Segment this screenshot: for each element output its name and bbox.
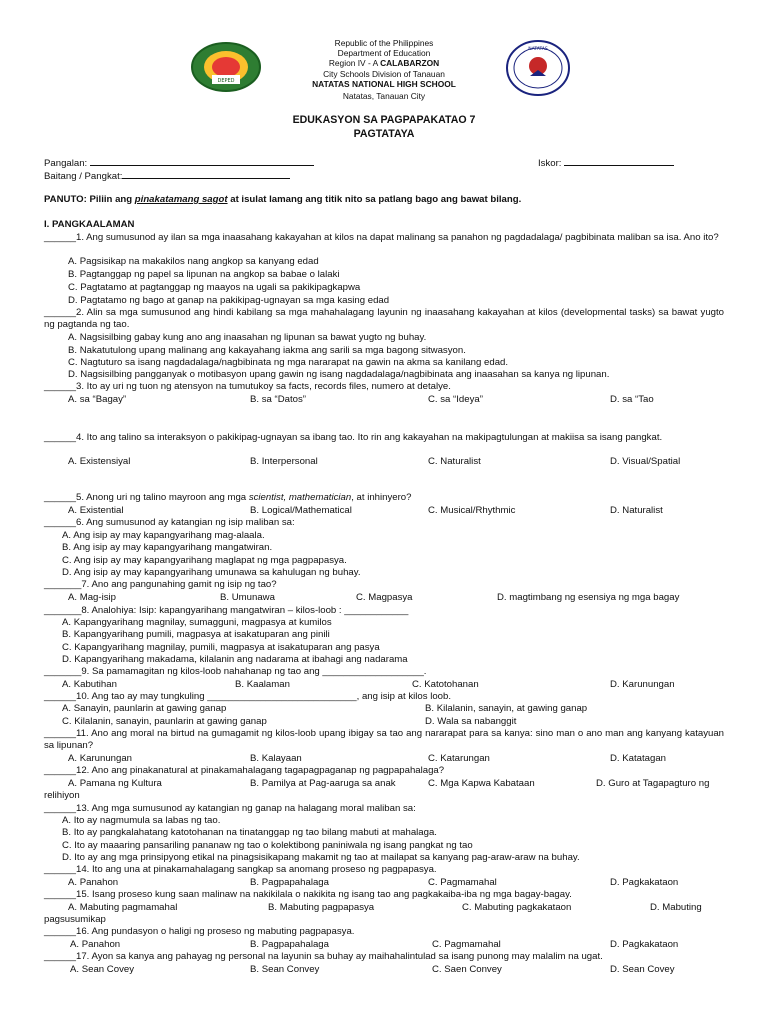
- q14-option-d: D. Pagkakataon: [610, 877, 679, 888]
- q9-option-a: A. Kabutihan: [62, 679, 117, 690]
- q15-option-a: A. Mabuting pagmamahal: [68, 902, 178, 913]
- q10-option-c: C. Kilalanin, sanayin, paunlarin at gawing ganap: [62, 716, 267, 727]
- header-region-prefix: Region IV - A: [328, 58, 381, 68]
- grade-field[interactable]: [44, 169, 290, 183]
- grade-blank[interactable]: [122, 169, 290, 179]
- q8-option-a: A. Kapangyarihang magnilay, sumagguni, magpasya at kumilos: [62, 617, 332, 628]
- q3-option-a: A. sa “Bagay”: [68, 394, 127, 405]
- header-department: Department of Education: [337, 48, 431, 58]
- q2-option-b: B. Nakatutulong upang malinang ang kakayahang iakma ang sarili sa mga bagong sitwasyon.: [68, 345, 466, 356]
- q15-option-d-cont: pagsusumikap: [44, 914, 106, 925]
- question-12: ______12. Ano ang pinakanatural at pinakamahalagang tagapagpaganap ng pagpapahalaga?: [44, 765, 445, 776]
- page-subtitle: PAGTATAYA: [353, 128, 415, 140]
- q13-option-c: C. Ito ay maaaring pansariling pananaw ng tao o kolektibong paniniwala ng isang pangkat ng tao: [62, 840, 473, 851]
- q4-option-a: A. Existensiyal: [68, 456, 131, 467]
- q17-option-c: C. Saen Convey: [432, 964, 502, 975]
- q5-option-b: B. Logical/Mathematical: [250, 505, 352, 516]
- q6-option-d: D. Ang isip ay may kapangyarihang umunawa sa kahulugan ng buhay.: [62, 567, 361, 578]
- score-label: Iskor:: [538, 158, 562, 169]
- question-8: _______8. Analohiya: Isip: kapangyarihang mangatwiran – kilos-loob : ____________: [44, 605, 409, 616]
- question-13: ______13. Ang mga sumusunod ay katangian ng ganap na halagang moral maliban sa:: [44, 803, 416, 814]
- q12-option-d: D. Guro at Tagapagturo ng: [596, 778, 710, 789]
- q10-option-a: A. Sanayin, paunlarin at gawing ganap: [62, 703, 227, 714]
- question-3: ______3. Ito ay uri ng tuon ng atensyon na tumutukoy sa facts, records files, numero at detalye.: [44, 381, 451, 392]
- instructions-emphasis: pinakatamang sagot: [134, 194, 228, 205]
- q13-option-a: A. Ito ay nagmumula sa labas ng tao.: [62, 815, 221, 826]
- header-region: [0, 58, 768, 68]
- instructions-lead: PANUTO: Piliin ang: [44, 194, 135, 205]
- q3-option-b: B. sa “Datos”: [250, 394, 306, 405]
- question-5: [44, 492, 411, 504]
- q8-option-d: D. Kapangyarihang makadama, kilalanin ang nadarama at ibahagi ang nadarama: [62, 654, 408, 665]
- q9-option-b: B. Kaalaman: [235, 679, 290, 690]
- score-field[interactable]: [538, 156, 674, 170]
- q7-option-c: C. Magpasya: [356, 592, 413, 603]
- question-6: ______6. Ang sumusunod ay katangian ng isip maliban sa:: [44, 517, 295, 528]
- q12-option-d-cont: relihiyon: [44, 790, 80, 801]
- q12-option-c: C. Mga Kapwa Kabataan: [428, 778, 535, 789]
- q13-option-d: D. Ito ay ang mga prinsipyong etikal na pinagsisikapang makamit ng tao at mailapat sa kanyang pag-araw-araw na buhay.: [62, 852, 580, 863]
- q5-emphasis: scientist, mathematician: [248, 492, 352, 503]
- q2-option-d: D. Nagsisilbing pangganyak o motibasyon upang gawin ng isang nagdadalaga/nagbibinata ang inaasahan sa kanya ng lipunan.: [68, 369, 610, 380]
- name-label: Pangalan:: [44, 158, 88, 169]
- q1-option-c: C. Pagtatamo at pagtanggap ng maayos na ugali sa pakikipagkapwa: [68, 282, 361, 293]
- q3-option-d: D. sa “Tao: [610, 394, 654, 405]
- page-title: EDUKASYON SA PAGPAPAKATAO 7: [292, 114, 476, 126]
- q10-option-d: D. Wala sa nabanggit: [425, 716, 517, 727]
- q2-option-a: A. Nagsisilbing gabay kung ano ang inaasahan ng lipunan sa bawat yugto ng buhay.: [68, 332, 427, 343]
- grade-label: Baitang / Pangkat:: [44, 171, 123, 182]
- question-17: ______17. Ayon sa kanya ang pahayag ng personal na layunin sa buhay ay maihahalintulad sa isang punong may malalim na ugat.: [44, 951, 603, 962]
- q5-option-c: C. Musical/Rhythmic: [428, 505, 516, 516]
- q15-option-b: B. Mabuting pagpapasya: [268, 902, 375, 913]
- question-2: ______2. Alin sa mga sumusunod ang hindi kabilang sa mga mahahalagang layunin ng inaasahang kakayahan at kilos (developmental tasks) sa bawat yugto ng pagtanda ng tao.: [44, 307, 724, 330]
- q13-option-b: B. Ito ay pangkalahatang katotohanan na tinatanggap ng tao bilang mabuti at mahalaga.: [62, 827, 437, 838]
- section-heading: I. PANGKAALAMAN: [44, 219, 135, 230]
- name-field[interactable]: [44, 156, 314, 170]
- q16-option-b: B. Pagpapahalaga: [250, 939, 329, 950]
- question-10: ______10. Ang tao ay may tungkuling ____________________________, ang isip at kilos loob.: [44, 691, 452, 702]
- q1-option-b: B. Pagtanggap ng papel sa lipunan na angkop sa babae o lalaki: [68, 269, 340, 280]
- q11-option-c: C. Katarungan: [428, 753, 490, 764]
- header-address: Natatas, Tanauan City: [342, 91, 426, 101]
- q17-option-b: B. Sean Convey: [250, 964, 320, 975]
- q8-option-c: C. Kapangyarihang magnilay, pumili, magpasya at isakatuparan ang pasya: [62, 642, 380, 653]
- q17-option-a: A. Sean Covey: [70, 964, 134, 975]
- q11-option-b: B. Kalayaan: [250, 753, 302, 764]
- q4-option-c: C. Naturalist: [428, 456, 481, 467]
- q15-option-c: C. Mabuting pagkakataon: [462, 902, 572, 913]
- q11-option-a: A. Karunungan: [68, 753, 133, 764]
- q4-option-b: B. Interpersonal: [250, 456, 318, 467]
- q16-option-c: C. Pagmamahal: [432, 939, 501, 950]
- q12-option-b: B. Pamilya at Pag-aaruga sa anak: [250, 778, 396, 789]
- question-14: ______14. Ito ang una at pinakamahalagang sangkap sa anomang proseso ng pagpapasya.: [44, 864, 437, 875]
- q5-post: , at inhinyero?: [351, 492, 412, 503]
- header-division: City Schools Division of Tanauan: [323, 69, 445, 79]
- q7-option-d: D. magtimbang ng esensiya ng mga bagay: [497, 592, 680, 603]
- question-15: ______15. Isang proseso kung saan malinaw na nakikilala o nakikita ng isang tao ang pagkakaiba-iba ng mga bagay-bagay.: [44, 889, 572, 900]
- svg-text:DEPED: DEPED: [217, 78, 235, 84]
- question-9: _______9. Sa pamamagitan ng kilos-loob nahahanap ng tao ang ___________________.: [44, 666, 427, 677]
- q12-option-a: A. Pamana ng Kultura: [68, 778, 162, 789]
- q5-option-d: D. Naturalist: [610, 505, 663, 516]
- q16-option-d: D. Pagkakataon: [610, 939, 679, 950]
- header-school: NATATAS NATIONAL HIGH SCHOOL: [312, 79, 456, 89]
- q5-pre: ______5. Anong uri ng talino mayroon ang mga: [44, 492, 249, 503]
- q1-option-d: D. Pagtatamo ng bago at ganap na pakikipag-ugnayan sa mga kasing edad: [68, 295, 390, 306]
- q17-option-d: D. Sean Covey: [610, 964, 675, 975]
- instructions-tail: at isulat lamang ang titik nito sa patlang bago ang bawat bilang.: [227, 194, 522, 205]
- q6-option-a: A. Ang isip ay may kapangyarihang mag-alaala.: [62, 530, 265, 541]
- q9-option-d: D. Karunungan: [610, 679, 675, 690]
- question-7: _______7. Ano ang pangunahing gamit ng isip ng tao?: [44, 579, 277, 590]
- q8-option-b: B. Kapangyarihang pumili, magpasya at isakatuparan ang pinili: [62, 629, 330, 640]
- question-11: ______11. Ano ang moral na birtud na gumagamit ng kilos-loob upang ibigay sa tao ang nararapat para sa kanya: sino man o ano man ang kanyang katayuan sa lipunan?: [44, 728, 724, 751]
- q4-option-d: D. Visual/Spatial: [610, 456, 681, 467]
- q3-option-c: C. sa “Ideya”: [428, 394, 483, 405]
- q6-option-b: B. Ang isip ay may kapangyarihang mangatwiran.: [62, 542, 273, 553]
- question-4: ______4. Ito ang talino sa interaksyon o pakikipag-ugnayan sa ibang tao. Ito rin ang kakayahan na makipagtulungan at makiisa sa isang pangkat.: [44, 432, 663, 443]
- q11-option-d: D. Katatagan: [610, 753, 667, 764]
- question-1: ______1. Ang sumusunod ay ilan sa mga inaasahang kakayahan at kilos na dapat malinang sa panahon ng pagdadalaga/ pagbibinata maliban sa isa. Ano ito?: [44, 232, 719, 243]
- q14-option-a: A. Panahon: [68, 877, 119, 888]
- q7-option-a: A. Mag-isip: [68, 592, 116, 603]
- q15-option-d: D. Mabuting: [650, 902, 702, 913]
- question-16: ______16. Ang pundasyon o haligi ng proseso ng mabuting pagpapasya.: [44, 926, 355, 937]
- q2-option-c: C. Nagtuturo sa isang nagdadalaga/nagbibinata ng mga nararapat na gawin na akma sa kanilang edad.: [68, 357, 509, 368]
- header-republic: Republic of the Philippines: [334, 38, 434, 48]
- q7-option-b: B. Umunawa: [220, 592, 275, 603]
- score-blank[interactable]: [564, 156, 674, 166]
- name-blank[interactable]: [90, 156, 314, 166]
- q14-option-b: B. Pagpapahalaga: [250, 877, 329, 888]
- q10-option-b: B. Kilalanin, sanayin, at gawing ganap: [425, 703, 588, 714]
- q14-option-c: C. Pagmamahal: [428, 877, 497, 888]
- header-region-bold: CALABARZON: [380, 58, 440, 68]
- q6-option-c: C. Ang isip ay may kapangyarihang maglapat ng mga pagpapasya.: [62, 555, 347, 566]
- q5-option-a: A. Existential: [68, 505, 124, 516]
- q9-option-c: C. Katotohanan: [412, 679, 479, 690]
- svg-text:NATATAS: NATATAS: [528, 47, 548, 52]
- instructions: [44, 194, 521, 206]
- q1-option-a: A. Pagsisikap na makakilos nang angkop sa kanyang edad: [68, 256, 319, 267]
- q16-option-a: A. Panahon: [70, 939, 121, 950]
